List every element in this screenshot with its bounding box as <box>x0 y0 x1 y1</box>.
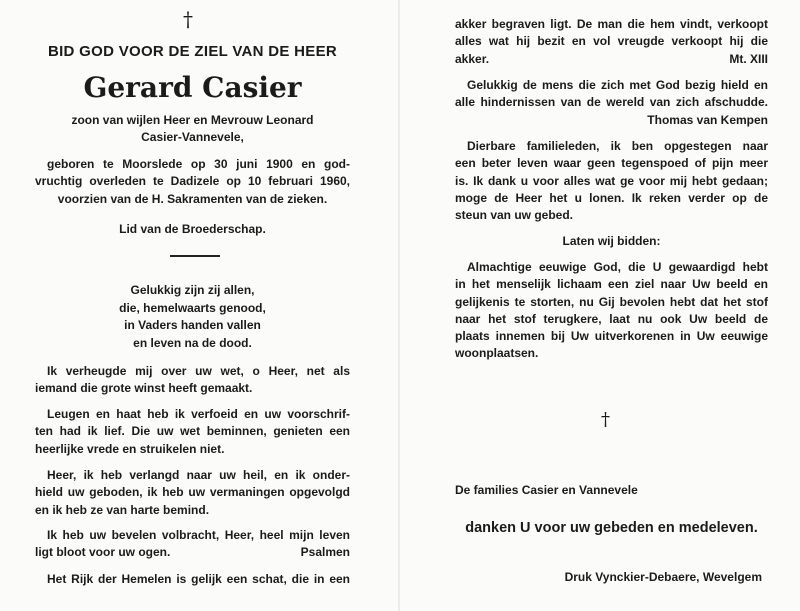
source-citation: Psalmen <box>300 545 350 560</box>
text-line: hield uw geboden, ik heb uw vermaningen opgevolgd <box>35 485 350 500</box>
psalm-paragraph-4 <box>35 527 350 562</box>
text-line: Ik verheugde mij over uw wet, o Heer, net als <box>47 364 350 378</box>
birth-death-block <box>35 156 350 208</box>
text-line: een beter leven waar geen tegenspoed of pijn meer <box>455 156 768 171</box>
text-line: naar het stof terugkere, laat nu ook Uw beeld de <box>455 311 768 326</box>
source-citation: Thomas van Kempen <box>647 112 768 127</box>
scripture-paragraph-start <box>35 571 350 588</box>
psalm-paragraph-2 <box>35 406 350 458</box>
text-line: gelijkenis te storten, nu Gij bevolen hebt dat het stof <box>455 294 768 309</box>
psalm-paragraph-1 <box>35 363 350 398</box>
farewell-paragraph <box>455 138 768 224</box>
deceased-name: Gerard Casier <box>83 71 302 104</box>
text-line: en ik heb ze van harte bemind. <box>35 502 210 517</box>
text-line: akker begraven ligt. De man die hem vindt, verkoopt <box>455 17 768 31</box>
text-line: alle hindernissen van de wereld van zich afschudde. <box>455 95 768 110</box>
text-line: Ik heb uw bevelen volbracht, Heer, heel mijn leven <box>47 528 350 542</box>
parents-block <box>35 112 350 147</box>
text-line: steun van uw gebed. <box>455 208 574 223</box>
psalm-paragraph-3 <box>35 467 350 519</box>
text-line: is. Ik dank u voor alles wat ge voor mij hebt gedaan; <box>455 173 768 188</box>
text-line: Almachtige eeuwige God, die U gewaardigd hebt <box>467 260 768 274</box>
text-line: geboren te Moorslede op 30 juni 1900 en god- <box>47 157 350 171</box>
membership-text: Lid van de Broederschap. <box>119 222 266 236</box>
text-line: Gelukkig zijn zij allen, <box>130 283 255 297</box>
families-text: De families Casier en Vannevele <box>455 483 638 497</box>
cross-icon: † <box>601 409 610 430</box>
printer-credit: Druk Vynckier-Debaere, Wevelgem <box>564 570 762 584</box>
text-line: in het menselijk lichaam een ziel naar Uw beeld en <box>455 277 768 292</box>
text-line-with-source <box>455 51 768 68</box>
header-text: BID GOD VOOR DE ZIEL VAN DE HEER <box>47 43 338 60</box>
prayer-heading: Laten wij bidden: <box>562 234 661 248</box>
text-line: voorzien van de H. Sakramenten van de zieken. <box>57 191 328 206</box>
text-line: die, hemelwaarts genood, <box>119 300 266 315</box>
text-line: en leven na de dood. <box>133 335 252 350</box>
text-line: plaats innemen bij Uw uitverkorenen in Uw eeuwige <box>455 329 768 344</box>
text-line: Gelukkig de mens die zich met God bezig hield en <box>467 78 768 92</box>
text-line: in Vaders handen vallen <box>124 318 261 333</box>
text-line: Dierbare familieleden, ik ben opgestegen naar <box>467 139 768 153</box>
text-line: ten had ik lief. Die uw wet beminnen, genieten een <box>35 424 350 439</box>
text-line: akker. <box>455 51 490 66</box>
text-line: Het Rijk der Hemelen is gelijk een schat, die in een <box>47 572 350 586</box>
text-line: Casier-Vannevele, <box>141 130 244 145</box>
source-citation: Mt. XIII <box>729 51 768 66</box>
kempen-quote <box>455 77 768 129</box>
thanks-text: danken U voor uw gebeden en medeleven. <box>465 520 758 536</box>
text-line: moge de Heer het u lonen. Ik reken verder op de <box>455 190 768 205</box>
text-line: iemand die grote winst heeft gemaakt. <box>35 381 253 396</box>
cross-icon: † <box>183 7 193 31</box>
text-line: woonplaatsen. <box>455 346 539 361</box>
text-line-with-source <box>35 544 350 561</box>
text-line: alles wat hij bezit en vol vreugde verkoopt hij die <box>455 34 768 49</box>
card-fold <box>398 0 400 611</box>
text-line: Leugen en haat heb ik verfoeid en uw voorschrif- <box>47 407 350 421</box>
text-line: zoon van wijlen Heer en Mevrouw Leonard <box>71 113 314 127</box>
text-line: vruchtig overleden te Dadizele op 10 februari 1960, <box>35 174 350 189</box>
text-line: Heer, ik heb verlangd naar uw heil, en ik onder- <box>47 468 350 482</box>
text-line: heerlijke vrede en struikelen niet. <box>35 441 225 456</box>
text-line: ligt bloot voor uw ogen. <box>35 545 171 560</box>
poem-block <box>35 282 350 352</box>
scripture-paragraph-end <box>455 16 768 68</box>
divider <box>170 255 220 257</box>
prayer-paragraph <box>455 259 768 363</box>
